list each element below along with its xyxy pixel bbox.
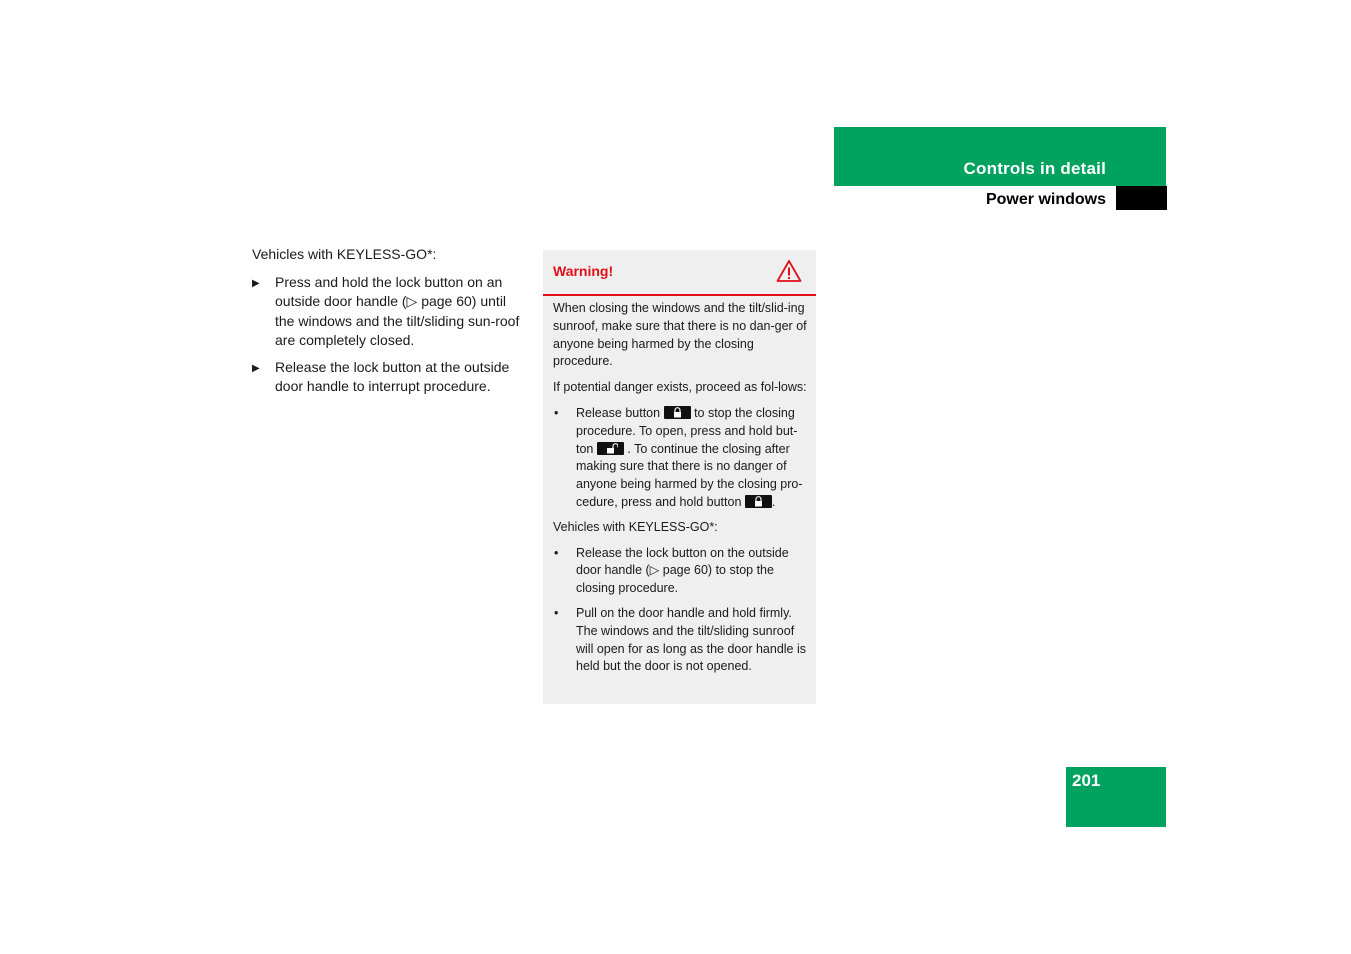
step-arrow-icon: ▶ — [252, 362, 260, 374]
subsection-title: Power windows — [985, 191, 1106, 208]
bullet-dot-icon: • — [554, 545, 559, 560]
warning-body — [543, 296, 816, 676]
lock-button-icon — [745, 495, 772, 508]
unlock-button-icon — [597, 442, 624, 455]
warning-bullet — [553, 545, 808, 598]
bullet-dot-icon: • — [554, 605, 559, 620]
bullet-text: Pull on the door handle and hold firmly. The windows and the tilt/sliding sunroof will open for as long as the door handle is held but the door is not opened. — [576, 605, 807, 674]
warning-bullet — [553, 605, 808, 676]
bullet-text: . — [771, 494, 776, 509]
bullet-dot-icon: • — [554, 405, 559, 420]
instruction-step — [252, 358, 527, 397]
section-header-bar — [834, 127, 1166, 186]
bullet-text: to stop the closing procedure. To open, press and hold but-ton — [576, 405, 798, 456]
step-text: Release the lock button at the outside door handle to interrupt procedure. — [275, 358, 510, 394]
keyless-go-intro: Vehicles with KEYLESS-GO*: — [252, 246, 437, 262]
warning-paragraph: When closing the windows and the tilt/slid-ing sunroof, make sure that there is no dan-ger of anyone being harmed by the closing procedure. — [553, 301, 807, 369]
section-title: Controls in detail — [963, 159, 1106, 178]
page-number-box — [1066, 767, 1166, 827]
step-arrow-icon: ▶ — [252, 277, 260, 289]
warning-header — [543, 250, 816, 296]
bullet-text: . To continue the closing after making sure that there is no danger of anyone being harmed by the closing pro-cedure, press and hold button — [576, 441, 803, 509]
main-text-column — [252, 245, 527, 404]
warning-box — [543, 250, 816, 704]
subsection-marker — [1116, 186, 1167, 210]
step-text: Press and hold the lock button on an outside door handle (▷ page 60) until the windows and the tilt/sliding sun-roof are completely closed. — [275, 273, 520, 348]
instruction-step — [252, 273, 527, 351]
warning-title: Warning! — [553, 263, 614, 279]
lock-button-icon — [664, 406, 691, 419]
bullet-text: Release the lock button on the outside door handle (▷ page 60) to stop the closing procedure. — [576, 545, 789, 596]
bullet-text: Release button — [576, 405, 661, 420]
warning-bullet — [553, 405, 808, 512]
page-number: 201 — [1072, 771, 1101, 790]
warning-paragraph: If potential danger exists, proceed as fol-lows: — [553, 380, 807, 395]
keyless-go-warning-intro: Vehicles with KEYLESS-GO*: — [553, 519, 718, 534]
warning-triangle-icon — [776, 259, 802, 288]
